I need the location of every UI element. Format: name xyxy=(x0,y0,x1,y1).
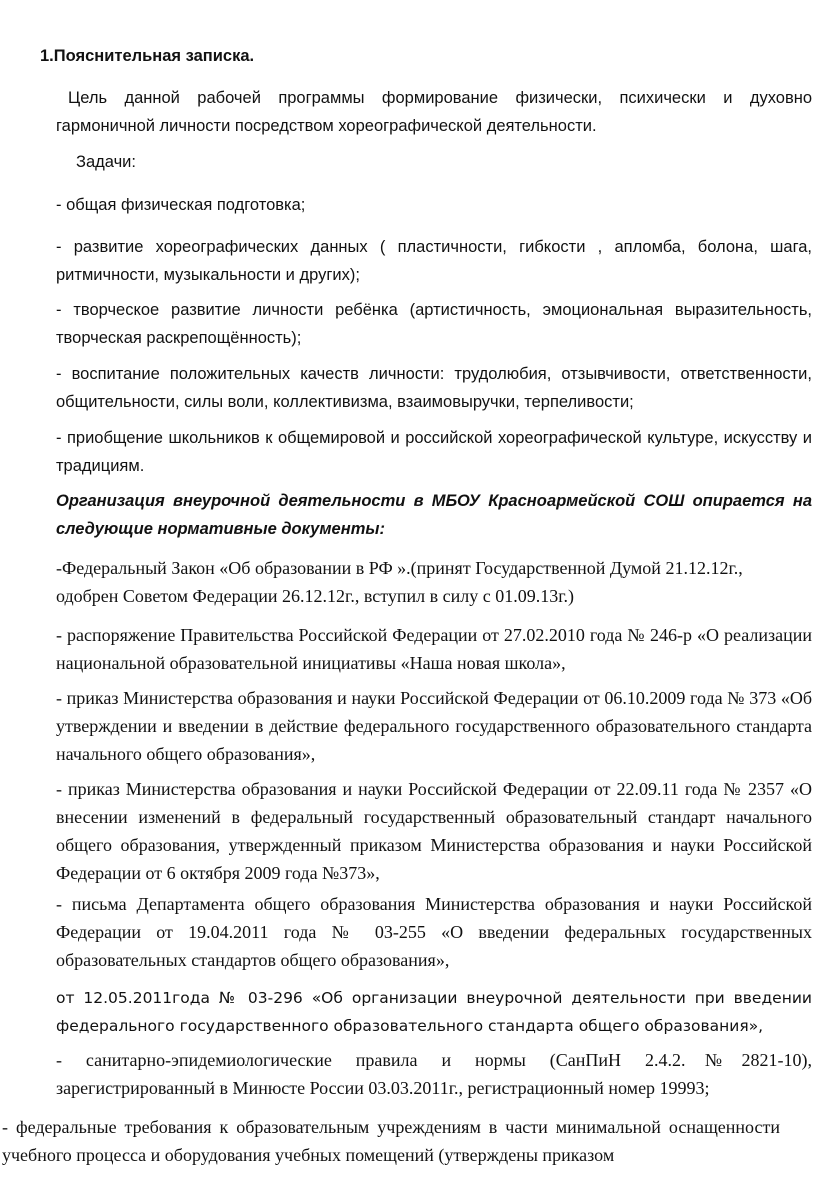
task-item: - развитие хореографических данных ( пластичности, гибкости , апломба, болона, шага, ритмичности, музыкальности и других); xyxy=(56,238,812,284)
task-item: - общая физическая подготовка; xyxy=(56,196,306,214)
document-item: - распоряжение Правительства Российской Федерации от 27.02.2010 года № 246-р «О реализации национальной образовательной инициативы «Наша новая школа», xyxy=(56,625,812,673)
tasks-heading: Задачи: xyxy=(76,153,136,171)
document-item: - приказ Министерства образования и науки Российской Федерации от 22.09.11 года № 2357 «О внесении изменений в федеральный государственный образовательный стандарт начального общего образования, утвержденный приказом Министерства образования и науки Российской Федерации от 6 октября 2009 года №373», xyxy=(56,779,812,883)
document-item: - приказ Министерства образования и науки Российской Федерации от 06.10.2009 года № 373 «Об утверждении и введении в действие федерального государственного образовательного стандарта начального общего образования», xyxy=(56,688,812,764)
org-heading: Организация внеурочной деятельности в МБОУ Красноармейской СОШ опирается на следующие нормативные документы: xyxy=(56,492,812,538)
document-item: - федеральные требования к образовательным учреждениям в части минимальной оснащенности учебного процесса и оборудования учебных помещений (утверждены приказом xyxy=(2,1117,780,1165)
document-item: - письма Департамента общего образования Министерства образования и науки Российской Федерации от 19.04.2011 года № 03-255 «О введении федеральных государственных образовательных стандартов общего образования», xyxy=(56,894,812,970)
goal-paragraph: Цель данной рабочей программы формирование физически, психически и духовно гармоничной личности посредством хореографической деятельности. xyxy=(56,89,812,135)
document-item: - санитарно-эпидемиологические правила и нормы (СанПиН 2.4.2.№2821-10), зарегистрированный в Минюсте России 03.03.2011г., регистрационный номер 19993; xyxy=(56,1050,812,1098)
task-item: - творческое развитие личности ребёнка (артистичность, эмоциональная выразительность, творческая раскрепощённость); xyxy=(56,301,812,347)
document-item: -Федеральный Закон «Об образовании в РФ ».(принят Государственной Думой 21.12.12г., одобрен Советом Федерации 26.12.12г., вступил в силу с 01.09.13г.) xyxy=(56,558,743,606)
task-item: - приобщение школьников к общемировой и российской хореографической культуре, искусству и традициям. xyxy=(56,429,812,475)
document-item: от 12.05.2011года № 03-296 «Об организации внеурочной деятельности при введении федерального государственного образовательного стандарта общего образования», xyxy=(56,989,812,1035)
page-title: 1.Пояснительная записка. xyxy=(40,47,255,65)
task-item: - воспитание положительных качеств личности: трудолюбия, отзывчивости, ответственности, общительности, силы воли, коллективизма, взаимовыручки, терпеливости; xyxy=(56,365,812,411)
